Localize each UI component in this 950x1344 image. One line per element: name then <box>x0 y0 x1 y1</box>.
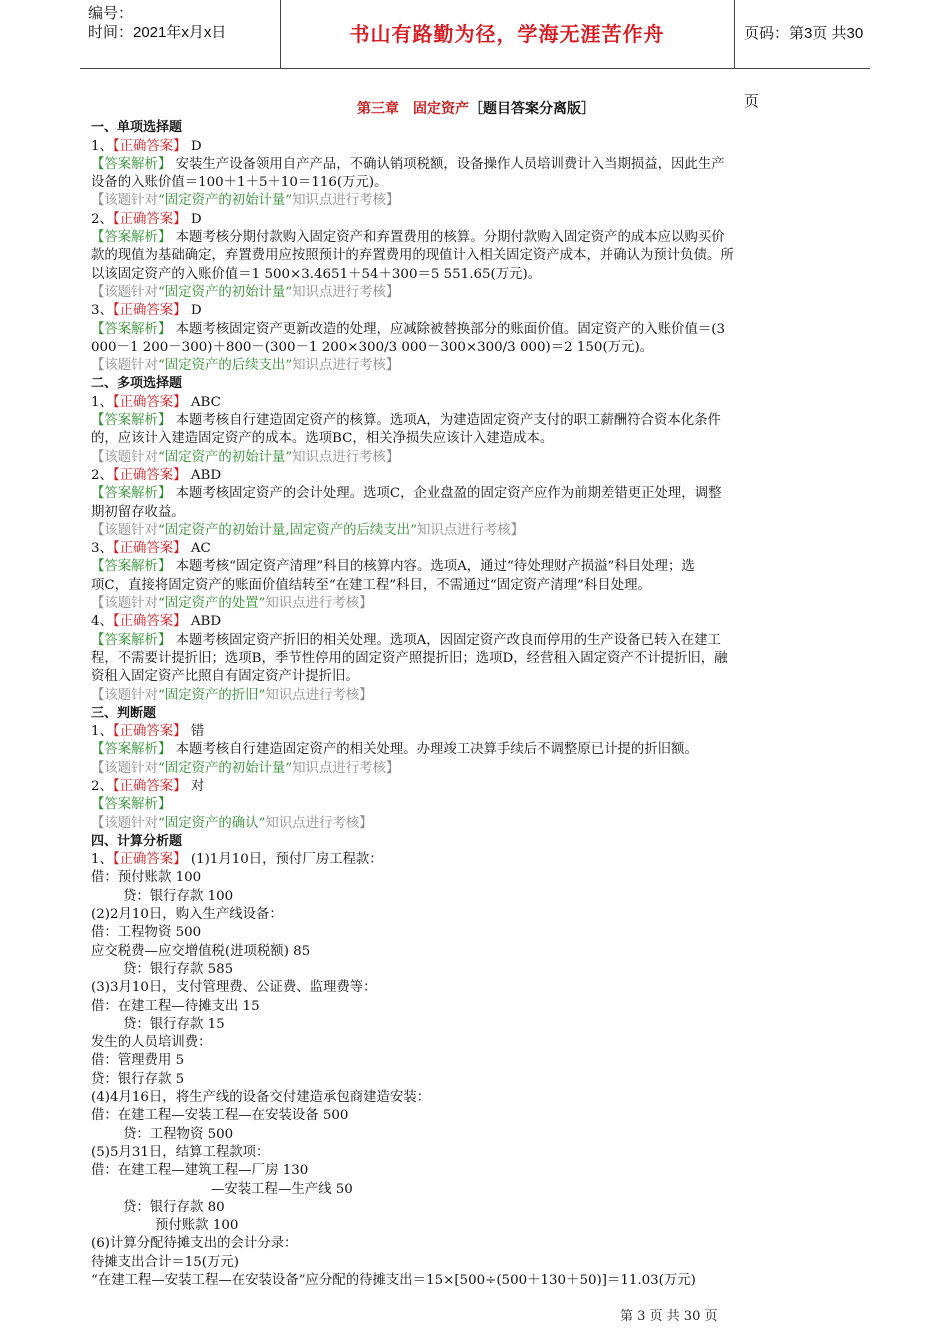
tip-open: 【该题针对 <box>91 449 158 465</box>
tip-close: 知识点进行考核】 <box>265 687 373 703</box>
explanation-text: 本题考核自行建造固定资产的相关处理。办理竣工决算手续后不调整原已计提的折旧额。 <box>175 742 698 758</box>
tip-open: 【该题针对 <box>91 760 158 776</box>
tip-topic: “固定资产的初始计量” <box>157 760 293 776</box>
journal-line: 借：在建工程—安装工程—在安装设备 500 <box>91 1108 349 1124</box>
tip-open: 【该题针对 <box>91 596 158 612</box>
journal-line: 借：工程物资 500 <box>91 925 202 941</box>
explanation-line: 程，不需要计提折旧；选项B，季节性停用的固定资产照提折旧；选项D，经营租入固定资产不计提折旧，融 <box>91 650 728 666</box>
answer-value: D <box>190 138 202 154</box>
journal-line: 贷：银行存款 5 <box>91 1071 185 1087</box>
motto: 书山有路勤为径，学海无涯苦作舟 <box>349 22 665 46</box>
item-number: 1、 <box>91 852 113 868</box>
answer-line <box>91 211 861 229</box>
journal-line: 待摊支出合计＝15(万元) <box>91 1254 240 1270</box>
topic-tip <box>91 357 861 375</box>
journal-line: (2)2月10日，购入生产线设备： <box>91 907 283 923</box>
answer-label: 【正确答案】 <box>112 467 187 483</box>
answer-value: AC <box>190 541 211 557</box>
tip-open: 【该题针对 <box>91 522 158 538</box>
explanation-line: 项C，直接将固定资产的账面价值结转至“在建工程”科目，不需通过“固定资产清理”科目处理。 <box>91 577 651 593</box>
topic-tip <box>91 760 861 778</box>
answer-label: 【正确答案】 <box>112 394 187 410</box>
item-number: 2、 <box>91 467 113 483</box>
tip-topic: “固定资产的初始计量” <box>157 193 293 209</box>
section-heading: 四、计算分析题 <box>91 833 183 849</box>
explanation-text: 本题考核“固定资产清理”科目的核算内容。选项A，通过“待处理财产损溢”科目处理；选 <box>175 559 695 575</box>
tip-topic: “固定资产的初始计量,固定资产的后续支出” <box>157 522 417 538</box>
topic-tip <box>91 815 861 833</box>
explanation-line: 期初留存收益。 <box>91 504 185 520</box>
journal-line: 贷：银行存款 100 <box>123 888 234 904</box>
tip-topic: “固定资产的折旧” <box>157 687 266 703</box>
tip-close: 知识点进行考核】 <box>265 596 373 612</box>
answer-line <box>91 138 861 156</box>
tip-close: 知识点进行考核】 <box>265 815 373 831</box>
item-number: 1、 <box>91 724 113 740</box>
answer-line <box>91 394 861 412</box>
title-suffix: ［题目答案分离版］ <box>469 101 595 117</box>
answer-value: 对 <box>190 778 205 794</box>
topic-tip <box>91 284 861 302</box>
tip-topic: “固定资产的初始计量” <box>157 284 293 300</box>
journal-line: (3)3月10日，支付管理费、公证费、监理费等： <box>91 980 377 996</box>
explanation-line <box>91 412 861 430</box>
explanation-line <box>91 796 861 814</box>
journal-line: (4)4月16日，将生产线的设备交付建造承包商建造安装： <box>91 1090 431 1106</box>
explanation-line: 设备的入账价值＝100＋1＋5＋10＝116(万元)。 <box>91 175 388 191</box>
explanation-line <box>91 558 861 576</box>
topic-tip <box>91 449 861 467</box>
answer-line <box>91 778 861 796</box>
explanation-label: 【答案解析】 <box>91 742 172 758</box>
tip-open: 【该题针对 <box>91 193 158 209</box>
document-body <box>91 100 861 1290</box>
tip-open: 【该题针对 <box>91 358 158 374</box>
tip-open: 【该题针对 <box>91 687 158 703</box>
explanation-label: 【答案解析】 <box>91 486 172 502</box>
answer-value: D <box>190 303 202 319</box>
explanation-text: 本题考核自行建造固定资产的核算。选项A，为建造固定资产支付的职工薪酬符合资本化条件 <box>175 413 721 429</box>
answer-label: 【正确答案】 <box>112 541 187 557</box>
tip-open: 【该题针对 <box>91 815 158 831</box>
item-number: 2、 <box>91 211 113 227</box>
answer-value: 错 <box>190 724 205 740</box>
answer-value: ABC <box>190 394 221 410</box>
explanation-label: 【答案解析】 <box>91 321 172 337</box>
explanation-label: 【答案解析】 <box>91 230 172 246</box>
explanation-label: 【答案解析】 <box>91 797 172 813</box>
explanation-line: 的，应该计入建造固定资产的成本。选项BC，相关净损失应该计入建造成本。 <box>91 431 554 447</box>
explanation-line <box>91 485 861 503</box>
answer-value: ABD <box>190 467 222 483</box>
explanation-line: 以该固定资产的入账价值＝1 500×3.4651＋54＋300＝5 551.65(万元)。 <box>91 266 542 282</box>
answer-value: ABD <box>190 614 222 630</box>
explanation-line <box>91 321 861 339</box>
explanation-line: 款的现值为基础确定，弃置费用应按照预计的弃置费用的现值计入相关固定资产成本，并确认为预计负债。所 <box>91 248 734 264</box>
number-label: 编号： <box>88 5 134 22</box>
answer-label: 【正确答案】 <box>112 614 187 630</box>
explanation-text: 本题考核固定资产更新改造的处理，应减除被替换部分的账面价值。固定资产的入账价值＝(3 <box>175 321 725 337</box>
journal-line: 借：管理费用 5 <box>91 1053 185 1069</box>
topic-tip <box>91 687 861 705</box>
tip-topic: “固定资产的处置” <box>157 596 266 612</box>
answer-label: 【正确答案】 <box>112 303 187 319</box>
section-heading: 一、单项选择题 <box>91 120 183 136</box>
item-number: 1、 <box>91 138 113 154</box>
journal-line: 贷：银行存款 585 <box>123 961 234 977</box>
header-meta <box>80 0 281 68</box>
topic-tip <box>91 192 861 210</box>
journal-line: 贷：银行存款 15 <box>123 1016 225 1032</box>
page-title <box>91 100 861 118</box>
explanation-label: 【答案解析】 <box>91 156 172 172</box>
explanation-label: 【答案解析】 <box>91 632 172 648</box>
answer-line <box>91 613 861 631</box>
answer-value: (1)1月10日，预付厂房工程款： <box>190 852 383 868</box>
journal-line: 发生的人员培训费： <box>91 1035 212 1051</box>
tip-topic: “固定资产的确认” <box>157 815 266 831</box>
tip-open: 【该题针对 <box>91 284 158 300</box>
page-footer: 第 3 页 共 30 页 <box>620 1309 718 1324</box>
tip-close: 知识点进行考核】 <box>292 284 400 300</box>
tip-close: 知识点进行考核】 <box>292 193 400 209</box>
tip-topic: “固定资产的后续支出” <box>157 358 293 374</box>
journal-line: 贷：银行存款 80 <box>123 1199 225 1215</box>
answer-label: 【正确答案】 <box>112 852 187 868</box>
answer-line <box>91 851 861 869</box>
answer-value: D <box>190 211 202 227</box>
tip-topic: “固定资产的初始计量” <box>157 449 293 465</box>
journal-line: (5)5月31日，结算工程款项： <box>91 1144 270 1160</box>
journal-line: —安装工程—生产线 50 <box>211 1181 353 1197</box>
journal-line: 应交税费—应交增值税(进项税额) 85 <box>91 943 311 959</box>
journal-line: (6)计算分配待摊支出的会计分录： <box>91 1236 298 1252</box>
tip-close: 知识点进行考核】 <box>292 449 400 465</box>
journal-line: 借：在建工程—待摊支出 15 <box>91 998 260 1014</box>
explanation-label: 【答案解析】 <box>91 413 172 429</box>
item-number: 3、 <box>91 303 113 319</box>
topic-tip <box>91 522 861 540</box>
chapter-title: 第三章 固定资产 <box>357 101 469 117</box>
explanation-line <box>91 632 861 650</box>
explanation-text: 本题考核分期付款购入固定资产和弃置费用的核算。分期付款购入固定资产的成本应以购买价 <box>175 230 725 246</box>
journal-line: 预付账款 100 <box>155 1218 239 1234</box>
journal-line: 借：在建工程—建筑工程—厂房 130 <box>91 1163 309 1179</box>
header-page-cell <box>734 0 870 110</box>
topic-tip <box>91 595 861 613</box>
answer-label: 【正确答案】 <box>112 211 187 227</box>
item-number: 1、 <box>91 394 113 410</box>
explanation-line: 000－1 200－300)＋800－(300－1 200×300/3 000－300×300/3 000)＝2 150(万元)。 <box>91 339 654 355</box>
page-label: 页码：第3页 共30页 <box>744 25 864 110</box>
item-number: 2、 <box>91 778 113 794</box>
section-heading: 二、多项选择题 <box>91 376 183 392</box>
explanation-line <box>91 229 861 247</box>
section-heading: 三、判断题 <box>91 705 157 721</box>
journal-line: 贷：工程物资 500 <box>123 1126 234 1142</box>
explanation-line <box>91 156 861 174</box>
explanation-label: 【答案解析】 <box>91 559 172 575</box>
item-number: 4、 <box>91 614 113 630</box>
header-motto-cell <box>280 0 735 68</box>
journal-line: 借：预付账款 100 <box>91 870 202 886</box>
answer-label: 【正确答案】 <box>112 138 187 154</box>
answer-label: 【正确答案】 <box>112 724 187 740</box>
explanation-text: 本题考核固定资产折旧的相关处理。选项A，因固定资产改良而停用的生产设备已转入在建工 <box>175 632 721 648</box>
tip-close: 知识点进行考核】 <box>416 522 525 538</box>
tip-close: 知识点进行考核】 <box>292 358 400 374</box>
explanation-line: 资租入固定资产比照自有固定资产计提折旧。 <box>91 669 359 685</box>
answer-line <box>91 467 861 485</box>
answer-line <box>91 302 861 320</box>
tip-close: 知识点进行考核】 <box>292 760 400 776</box>
explanation-text: 安装生产设备领用自产产品，不确认销项税额，设备操作人员培训费计入当期损益，因此生产 <box>175 156 725 172</box>
journal-line: “在建工程—安装工程—在安装设备”应分配的待摊支出＝15×[500÷(500＋130＋50)]＝11.03(万元) <box>91 1273 696 1288</box>
answer-line <box>91 723 861 741</box>
answer-line <box>91 540 861 558</box>
item-number: 3、 <box>91 541 113 557</box>
explanation-line <box>91 741 861 759</box>
explanation-text: 本题考核固定资产的会计处理。选项C，企业盘盈的固定资产应作为前期差错更正处理，调整 <box>175 486 722 502</box>
date-label: 时间：2021年x月x日 <box>88 24 227 41</box>
answer-label: 【正确答案】 <box>112 778 187 794</box>
